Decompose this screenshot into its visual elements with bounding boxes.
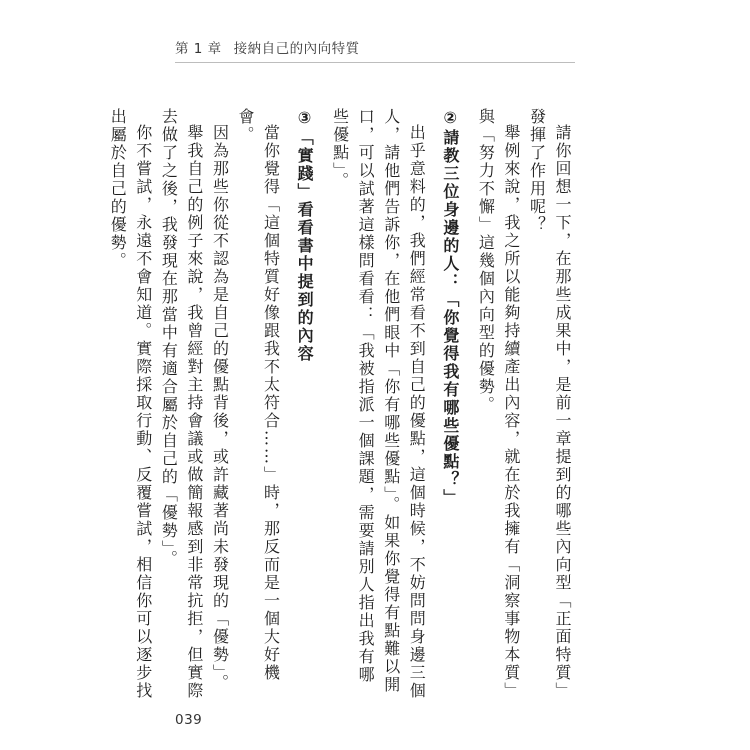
vertical-body-text	[108, 108, 575, 700]
chapter-label: 第 1 章	[175, 41, 222, 57]
paragraph: 出乎意料的，我們經常看不到自己的優點，這個時候，不妨問問身邊三個人，請他們告訴你，在他們眼中「你有哪些優點」。如果你覺得有點難以開口，可以試著這樣問看看：「我被指派一個課題，需要請別人指出我有哪些優點」。	[330, 108, 427, 700]
section-heading: ③「實踐」看看書中提到的內容	[295, 108, 315, 363]
running-header	[175, 37, 360, 57]
paragraph: 因為那些你從不認為是自己的優點背後，或許藏著尚未發現的「優勢」。	[210, 124, 230, 692]
section-heading: ②請教三位身邊的人：「你覺得我有哪些優點？」	[440, 108, 460, 507]
paragraph: 舉我自己的例子來說，我曾經對主持會議或做簡報感到非常抗拒，但實際去做了之後，我發現在那當中有適合屬於自己的「優勢」。	[159, 108, 204, 700]
paragraph: 請你回想一下，在那些成果中，是前一章提到的哪些內向型「正面特質」發揮了作用呢？	[527, 108, 572, 700]
paragraph: 當你覺得「這個特質好像跟我不太符合……」時，那反而是一個大好機會。	[235, 108, 281, 682]
chapter-title: 接納自己的內向特質	[233, 41, 360, 57]
page-number: 039	[175, 712, 203, 728]
header-rule	[175, 62, 575, 63]
paragraph: 舉例來說，我之所以能夠持續產出內容，就在於我擁有「洞察事物本質」與「努力不懈」這幾個內向型的優勢。	[476, 108, 521, 700]
paragraph: 你不嘗試，永遠不會知道。實際採取行動、反覆嘗試，相信你可以逐步找出屬於自己的優勢。	[108, 108, 153, 700]
